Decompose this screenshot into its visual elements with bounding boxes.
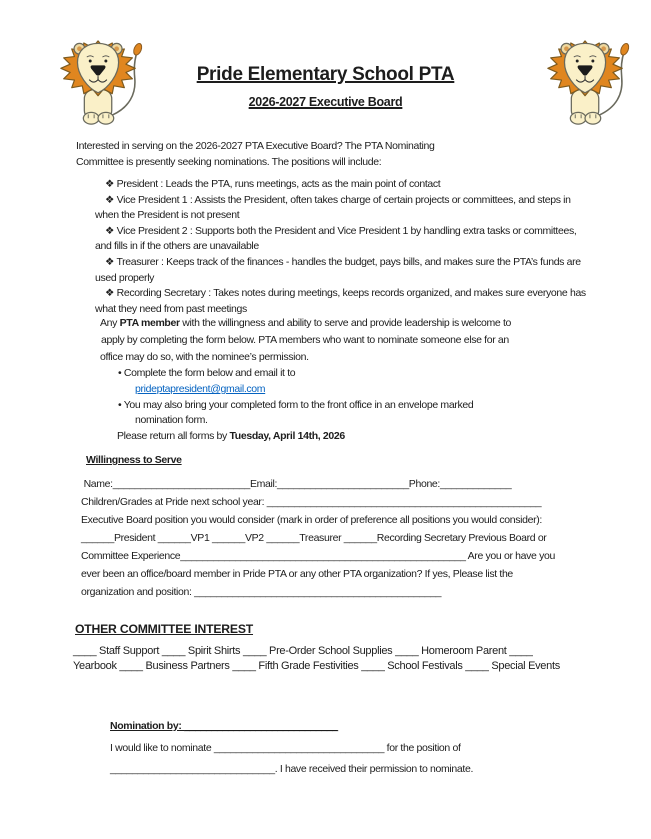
nominate-line: I would like to nominate _______________________________ for the position of: [110, 742, 461, 754]
position-bullet: ❖ Vice President 1 : Assists the President, often takes charge of certain projects or committees, and steps in: [105, 193, 571, 206]
position-bullet-wrap: used properly: [95, 271, 155, 284]
email-line: [135, 382, 265, 396]
name-email-phone-fields: Name:_________________________Email:________________________Phone:_____________: [81, 478, 512, 490]
experience-field: Committee Experience____________________________________________________ Are you or have you: [81, 550, 555, 562]
intro-line: Committee is presently seeking nominations. The positions will include:: [76, 156, 382, 168]
position-bullet: ❖ Recording Secretary : Takes notes during meetings, keeps records organized, and makes sure everyone has: [105, 287, 586, 300]
position-bullet: ❖ Vice President 2 : Supports both the President and Vice President 1 by handling extra tasks or committees,: [105, 224, 577, 237]
position-bullet: ❖ President : Leads the PTA, runs meetings, acts as the main point of contact: [105, 178, 441, 190]
organization-position-field: organization and position: _____________________________________________: [81, 586, 442, 598]
submit-bullet: • You may also bring your completed form to the front office in an envelope marked: [118, 399, 474, 411]
committee-checkline: Yearbook ____ Business Partners ____ Fifth Grade Festivities ____ School Festivals ____ Special Events: [73, 659, 560, 672]
position-bullet-wrap: what they need from past meetings: [95, 302, 247, 315]
position-bullet-wrap: and fills in if the others are unavailable: [95, 240, 259, 253]
page-subtitle: 2026-2027 Executive Board: [248, 95, 403, 109]
apply-line: office may do so, with the nominee’s permission.: [100, 351, 309, 363]
position-checkline: ______President ______VP1 ______VP2 ______Treasurer ______Recording Secretary Previous Board or: [81, 532, 547, 544]
apply-line: apply by completing the form below. PTA members who want to nominate someone else for an: [101, 334, 509, 346]
willingness-heading: Willingness to Serve: [86, 454, 182, 466]
email-link[interactable]: prideptapresident@gmail.com: [135, 383, 266, 395]
apply-line: Any PTA member with the willingness and ability to serve and provide leadership is welcome to: [100, 317, 512, 329]
position-bullet-wrap: when the President is not present: [95, 209, 240, 222]
intro-line: Interested in serving on the 2026-2027 PTA Executive Board? The PTA Nominating: [76, 140, 435, 152]
children-grades-field: Children/Grades at Pride next school year: __________________________________________________: [81, 496, 542, 508]
nominate-line: ______________________________. I have received their permission to nominate.: [110, 763, 474, 775]
committee-checkline: ____ Staff Support ____ Spirit Shirts ____ Pre-Order School Supplies ____ Homeroom Parent ____: [73, 645, 533, 657]
nomination-by-field: Nomination by: ____________________________: [110, 720, 338, 732]
deadline-line: Please return all forms by Tuesday, April 14th, 2026: [117, 430, 345, 442]
position-bullet: ❖ Treasurer : Keeps track of the finances - handles the budget, pays bills, and makes sure the PTA’s funds are: [105, 256, 581, 268]
page-title: Pride Elementary School PTA: [196, 64, 455, 85]
other-committee-heading: OTHER COMMITTEE INTEREST: [75, 622, 254, 636]
submit-bullet: • Complete the form below and email it to: [118, 367, 296, 379]
submit-bullet-wrap: nomination form.: [135, 414, 208, 426]
experience-question: ever been an office/board member in Pride PTA or any other PTA organization? If yes, Please list the: [81, 568, 513, 580]
board-position-instruction: Executive Board position you would consider (mark in order of preference all positions you would consider):: [81, 514, 542, 526]
